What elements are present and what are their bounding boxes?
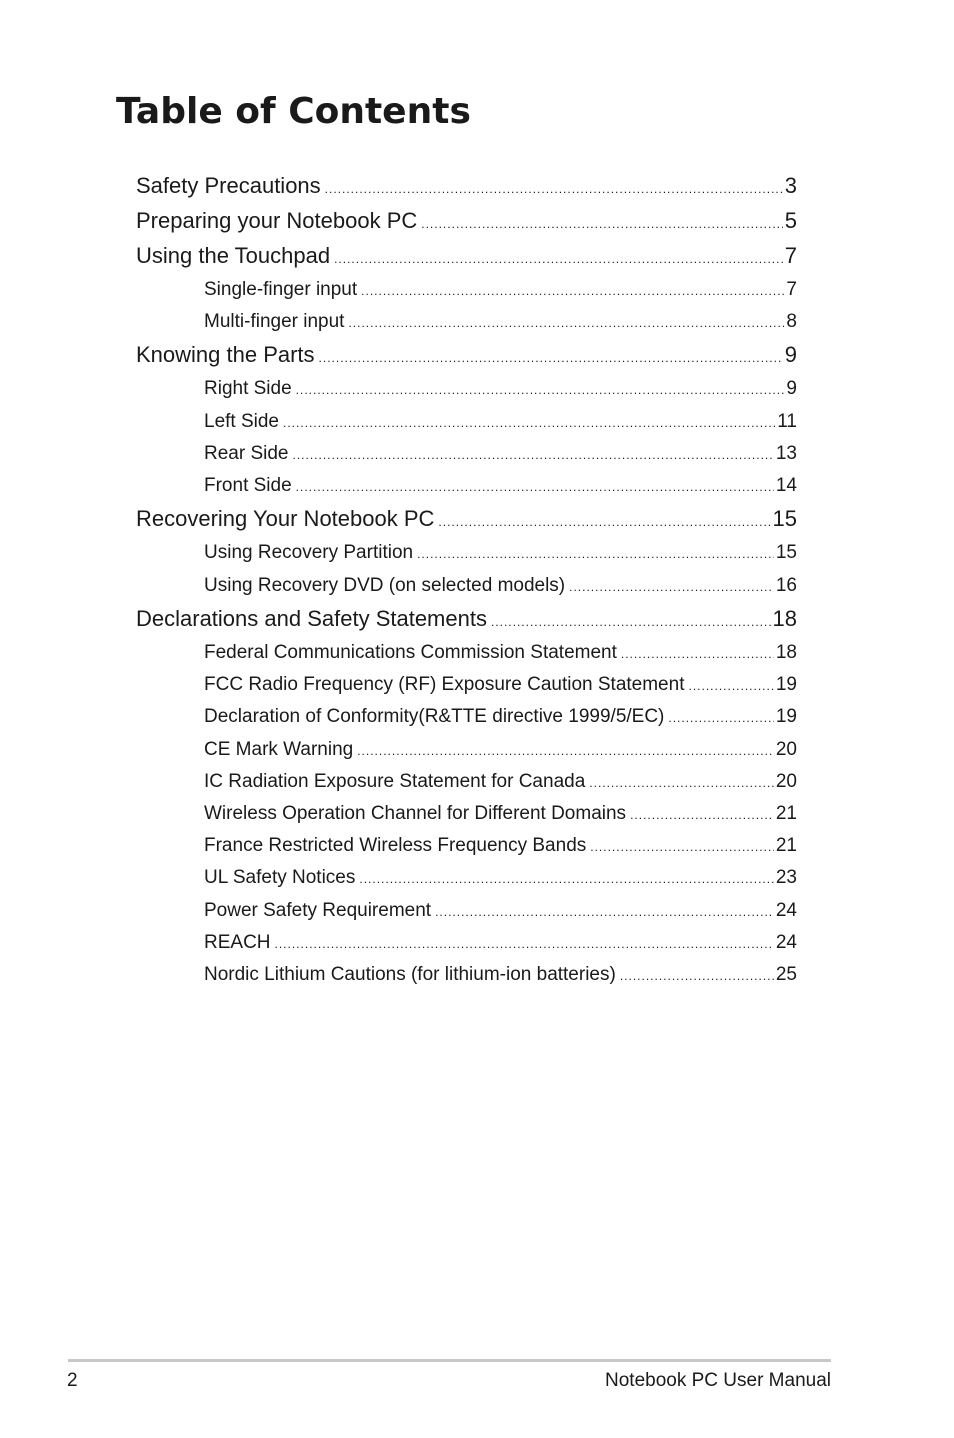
dot-leader (569, 573, 774, 600)
toc-entry[interactable] (136, 241, 797, 271)
toc-entry-page: 24 (775, 900, 797, 921)
toc-entry-label: Wireless Operation Channel for Different Domains (204, 803, 627, 824)
dot-leader (296, 473, 774, 500)
toc-entry-label: Declarations and Safety Statements (136, 606, 487, 631)
toc-subentry[interactable] (204, 897, 797, 925)
toc-subentry[interactable] (204, 800, 797, 828)
toc-entry-page: 18 (775, 642, 797, 663)
toc-subentry[interactable] (204, 276, 797, 304)
toc-entry-page: 13 (775, 443, 797, 464)
dot-leader (359, 865, 773, 892)
dot-leader (621, 640, 774, 667)
toc-entry-page: 11 (777, 411, 797, 432)
toc-entry-page: 16 (775, 575, 797, 596)
toc-entry-page: 25 (775, 964, 797, 985)
dot-leader (293, 441, 774, 468)
dot-leader (361, 277, 784, 304)
toc-entry-label: Single-finger input (204, 279, 358, 300)
dot-leader (620, 962, 774, 989)
toc-entry-label: France Restricted Wireless Frequency Bands (204, 835, 587, 856)
footer-divider (68, 1359, 831, 1362)
toc-entry-page: 19 (775, 674, 797, 695)
dot-leader (334, 244, 783, 271)
toc-entry-page: 15 (775, 542, 797, 563)
dot-leader (283, 409, 775, 436)
toc-entry-page: 18 (772, 606, 797, 631)
toc-entry-label: Front Side (204, 475, 292, 496)
toc-entry-page: 23 (775, 867, 797, 888)
dot-leader (319, 343, 783, 370)
dot-leader (325, 174, 783, 201)
toc-entry-page: 20 (775, 771, 797, 792)
toc-entry-label: Using the Touchpad (136, 243, 331, 268)
dot-leader (688, 672, 773, 699)
toc-entry-page: 21 (775, 803, 797, 824)
toc-entry-label: REACH (204, 932, 271, 953)
toc-entry-label: Multi-finger input (204, 311, 345, 332)
toc-entry[interactable] (136, 504, 797, 534)
toc-entry-page: 15 (772, 506, 797, 531)
toc-entry-page: 9 (786, 378, 797, 399)
toc-entry-label: Using Recovery DVD (on selected models) (204, 575, 566, 596)
toc-subentry[interactable] (204, 832, 797, 860)
toc-entry-label: Rear Side (204, 443, 289, 464)
toc-subentry[interactable] (204, 961, 797, 989)
toc-subentry[interactable] (204, 408, 797, 436)
toc-entry-page: 9 (784, 342, 797, 367)
dot-leader (275, 930, 774, 957)
toc-entry-label: Knowing the Parts (136, 342, 315, 367)
dot-leader (590, 833, 774, 860)
toc-entry-label: Preparing your Notebook PC (136, 208, 418, 233)
toc-entry-label: IC Radiation Exposure Statement for Canada (204, 771, 586, 792)
toc-entry-page: 5 (784, 208, 797, 233)
footer-page-number: 2 (67, 1370, 78, 1391)
toc-entry-label: Power Safety Requirement (204, 900, 432, 921)
dot-leader (348, 309, 784, 336)
toc-entry-page: 21 (775, 835, 797, 856)
dot-leader (668, 704, 773, 731)
toc-entry-label: FCC Radio Frequency (RF) Exposure Caution Statement (204, 674, 685, 695)
dot-leader (296, 376, 785, 403)
dot-leader (357, 737, 774, 764)
toc-subentry[interactable] (204, 375, 797, 403)
toc-entry[interactable] (136, 171, 797, 201)
toc-entry-label: Using Recovery Partition (204, 542, 414, 563)
toc-subentry[interactable] (204, 572, 797, 600)
toc-entry-label: Declaration of Conformity(R&TTE directive 1999/5/EC) (204, 706, 665, 727)
toc-entry-page: 14 (775, 475, 797, 496)
footer-manual-title: Notebook PC User Manual (605, 1370, 831, 1391)
toc-entry-label: Left Side (204, 411, 279, 432)
toc-entry[interactable] (136, 604, 797, 634)
toc-subentry[interactable] (204, 440, 797, 468)
toc-subentry[interactable] (204, 703, 797, 731)
toc-entry-page: 7 (786, 279, 797, 300)
toc-subentry[interactable] (204, 768, 797, 796)
dot-leader (417, 540, 774, 567)
toc-subentry[interactable] (204, 736, 797, 764)
toc-entry-page: 24 (775, 932, 797, 953)
dot-leader (435, 898, 774, 925)
toc-entry-label: Safety Precautions (136, 173, 321, 198)
dot-leader (630, 801, 774, 828)
toc-entry-label: Nordic Lithium Cautions (for lithium-ion batteries) (204, 964, 616, 985)
toc-entry-page: 3 (784, 173, 797, 198)
toc-entry[interactable] (136, 206, 797, 236)
toc-subentry[interactable] (204, 671, 797, 699)
toc-entry-label: CE Mark Warning (204, 739, 354, 760)
toc-subentry[interactable] (204, 308, 797, 336)
toc-entry-page: 8 (786, 311, 797, 332)
dot-leader (421, 209, 782, 236)
toc-subentry[interactable] (204, 539, 797, 567)
dot-leader (589, 769, 774, 796)
toc-subentry[interactable] (204, 472, 797, 500)
toc-entry[interactable] (136, 340, 797, 370)
toc-entry-page: 19 (775, 706, 797, 727)
toc-subentry[interactable] (204, 929, 797, 957)
toc-entry-label: Recovering Your Notebook PC (136, 506, 435, 531)
toc-entry-label: Federal Communications Commission Statement (204, 642, 617, 663)
toc-entry-label: UL Safety Notices (204, 867, 356, 888)
dot-leader (438, 507, 770, 534)
toc-entry-page: 7 (784, 243, 797, 268)
toc-entry-label: Right Side (204, 378, 292, 399)
page-title: Table of Contents (116, 91, 471, 132)
toc-subentry[interactable] (204, 639, 797, 667)
toc-subentry[interactable] (204, 864, 797, 892)
toc-entry-page: 20 (775, 739, 797, 760)
dot-leader (491, 607, 771, 634)
